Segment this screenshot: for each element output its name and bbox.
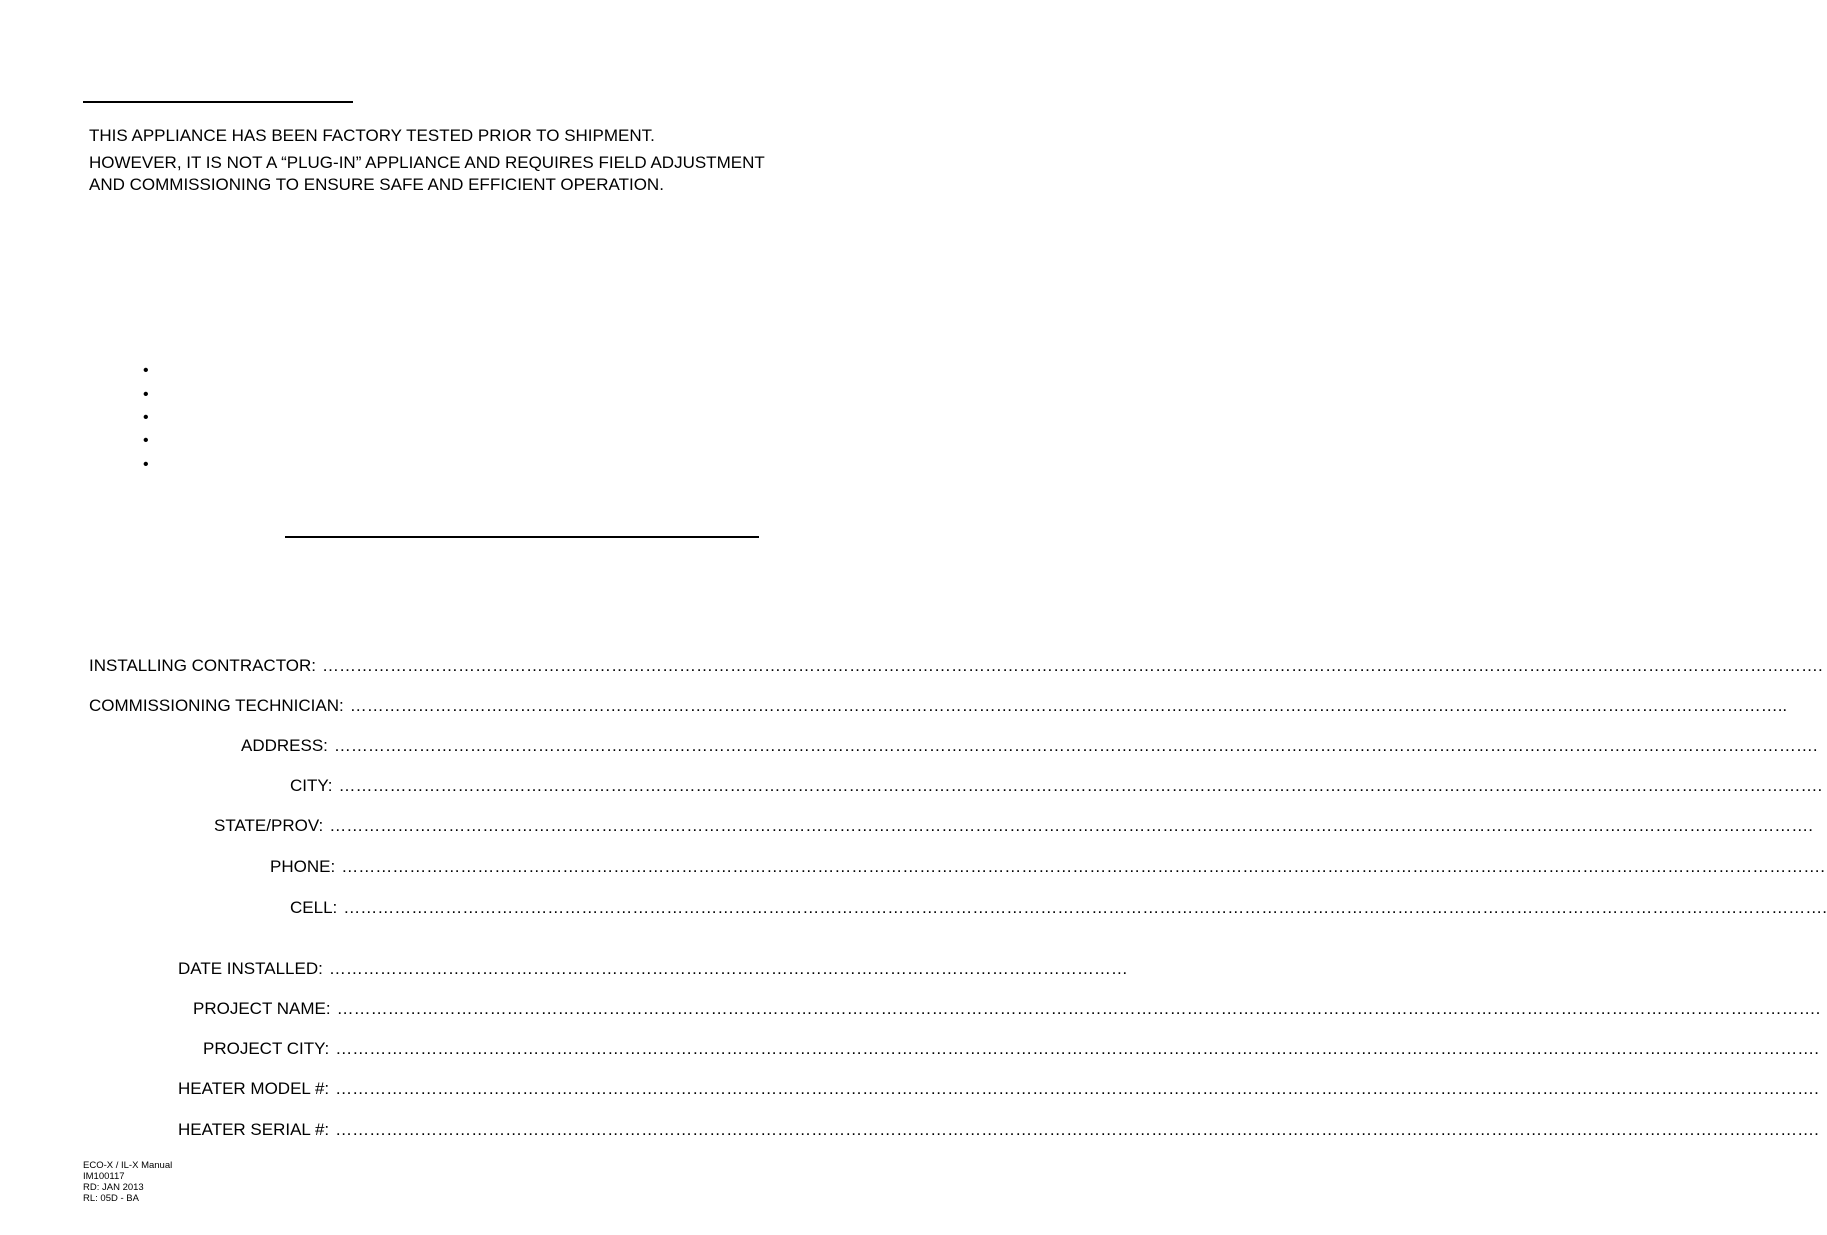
notice-line-2: HOWEVER, IT IS NOT A “PLUG-IN” APPLIANCE AND REQUIRES FIELD ADJUSTMENT — [89, 153, 765, 172]
field-label: STATE/PROV: — [214, 816, 324, 835]
fill-in-line: ………………………………………………………………………………………………………………………………………………………………………………………………………………………………………. — [335, 1079, 1819, 1098]
bullet-point: • — [143, 456, 149, 473]
field-label: PROJECT NAME: — [193, 999, 331, 1018]
field-label: DATE INSTALLED: — [178, 959, 323, 978]
commissioning-technician-field[interactable] — [89, 696, 1788, 716]
field-label: HEATER MODEL #: — [178, 1079, 330, 1098]
document-footer — [83, 1160, 172, 1204]
cell-field[interactable] — [290, 898, 1827, 918]
state-prov-field[interactable] — [214, 816, 1813, 836]
address-field[interactable] — [241, 736, 1818, 756]
footer-manual-name: ECO-X / IL-X Manual — [83, 1160, 173, 1171]
heater-serial-field[interactable] — [178, 1120, 1819, 1140]
field-label: PHONE: — [270, 857, 336, 876]
fill-in-line: ………………………………………………………………………………………………………………………………………………………………………………………………………………………………………. — [338, 776, 1823, 795]
field-label: PROJECT CITY: — [203, 1039, 330, 1058]
heading-underline-top — [83, 101, 353, 103]
field-label: CITY: — [290, 776, 333, 795]
bullet-point: • — [143, 362, 149, 379]
field-label: ADDRESS: — [241, 736, 328, 755]
bullet-point: • — [143, 409, 149, 426]
project-name-field[interactable] — [193, 999, 1821, 1019]
field-label: HEATER SERIAL #: — [178, 1120, 330, 1139]
phone-field[interactable] — [270, 857, 1825, 877]
field-label: CELL: — [290, 898, 338, 917]
fill-in-line: ………………………………………………………………………………………………………………………………………………………………………………………………………………………………………. — [335, 1039, 1819, 1058]
footer-doc-number: IM100117 — [83, 1171, 125, 1182]
fill-in-line: ………………………………………………………………………………………………………………………………………………………………………………………………………………………………………. — [336, 999, 1821, 1018]
fill-in-line: …………………………………………………………………………………………………………………………………………………………………………………………………………………………………………. — [322, 656, 1823, 675]
fill-in-line: ………………………………………………………………………………………………………………………………………………………………………………………………………………………………………. — [329, 816, 1813, 835]
fill-in-line: ………………………………………………………………………………………………………………………………………………………………………………………………………………………………………. — [333, 736, 1818, 755]
heater-model-field[interactable] — [178, 1079, 1819, 1099]
fill-in-line: …………………………………………………………………………………………………………………………… — [328, 959, 1128, 978]
bullet-point: • — [143, 432, 149, 449]
notice-line-3: AND COMMISSIONING TO ENSURE SAFE AND EFFICIENT OPERATION. — [89, 175, 664, 194]
project-city-field[interactable] — [203, 1039, 1819, 1059]
fill-in-line: ………………………………………………………………………………………………………………………………………………………………………………………………………………………………………. — [335, 1120, 1819, 1139]
installing-contractor-field[interactable] — [89, 656, 1823, 676]
notice-line-1: THIS APPLIANCE HAS BEEN FACTORY TESTED PRIOR TO SHIPMENT. — [89, 126, 655, 145]
city-field[interactable] — [290, 776, 1823, 796]
heading-underline-section — [285, 536, 759, 538]
field-label: INSTALLING CONTRACTOR: — [89, 656, 317, 675]
footer-revision: RL: 05D - BA — [83, 1193, 139, 1204]
field-label: COMMISSIONING TECHNICIAN: — [89, 696, 344, 715]
date-installed-field[interactable] — [178, 959, 1128, 979]
fill-in-line: ……………………………………………………………………………………………………………………………………………………………………………………………………………………………….. — [349, 696, 1788, 715]
fill-in-line: ………………………………………………………………………………………………………………………………………………………………………………………………………………………………………. — [343, 898, 1827, 917]
bullet-point: • — [143, 386, 149, 403]
footer-release-date: RD: JAN 2013 — [83, 1182, 144, 1193]
fill-in-line: ………………………………………………………………………………………………………………………………………………………………………………………………………………………………………. — [341, 857, 1825, 876]
